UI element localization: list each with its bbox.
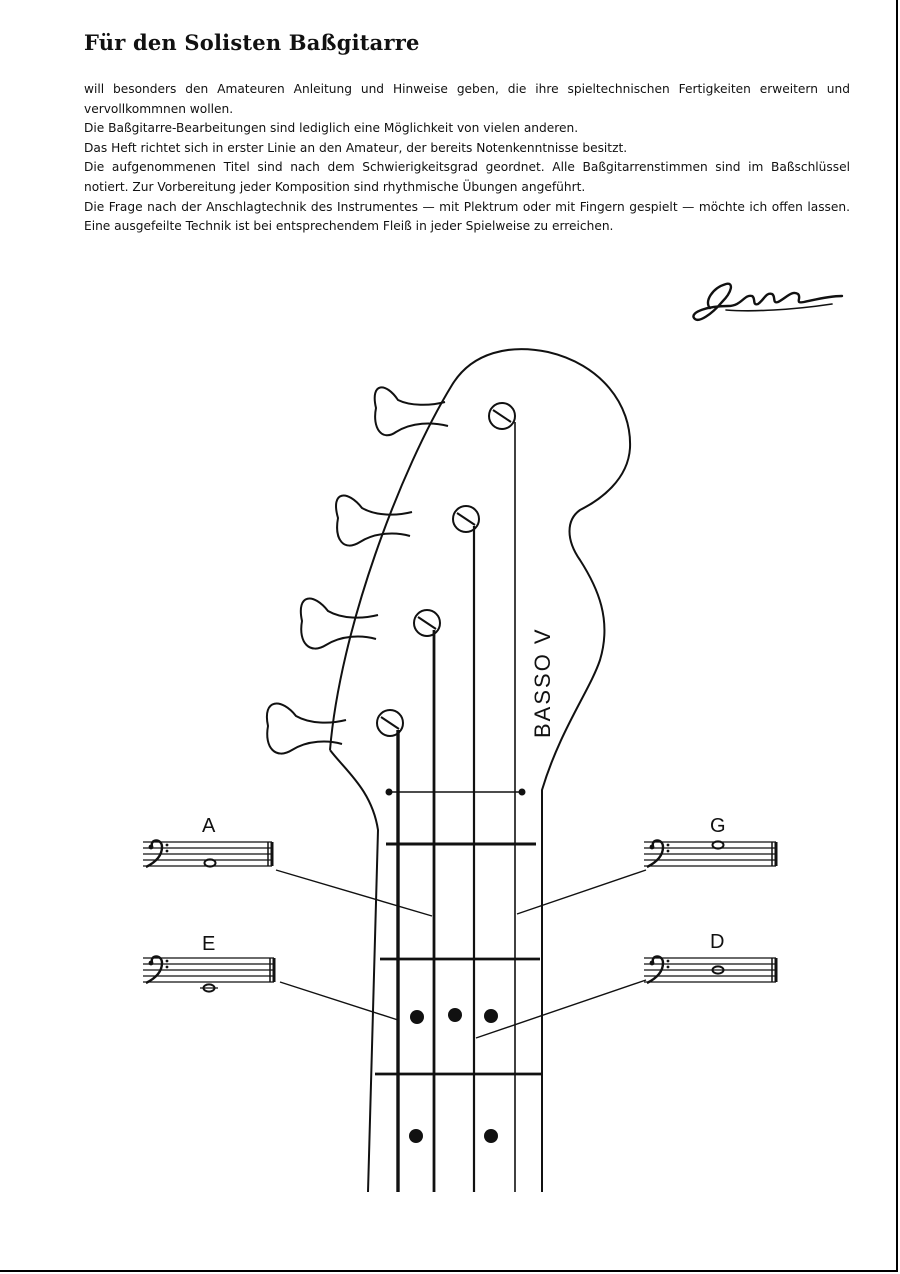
fret-marker xyxy=(484,1129,498,1143)
intro-paragraph: will besonders den Amateuren Anleitung und Hinweise geben, die ihre spieltechnischen Fertigkeiten erweitern und vervollkommnen wollen. xyxy=(84,82,850,116)
intro-paragraph: Das Heft richtet sich in erster Linie an den Amateur, der bereits Notenkenntnisse besitzt. xyxy=(84,140,628,155)
string-label-g: G xyxy=(710,815,726,837)
intro-paragraph: Die Frage nach der Anschlagtechnik des Instrumentes — mit Plektrum oder mit Fingern gespielt — möchte ich offen lassen. Eine ausgefeilte Technik ist bei entsprechendem Fleiß in jeder Spielweise zu erreichen. xyxy=(84,199,850,234)
pointer-line-e xyxy=(280,982,398,1020)
pointer-line-a xyxy=(276,870,432,916)
pointer-line-g xyxy=(517,870,646,914)
signature xyxy=(682,262,852,332)
string-label-e: E xyxy=(202,933,216,955)
fret-marker xyxy=(410,1010,424,1024)
bass-headstock-diagram xyxy=(0,330,900,1274)
string-label-a: A xyxy=(202,815,216,837)
staff-e xyxy=(143,957,274,992)
pointer-line-d xyxy=(476,980,646,1038)
string-label-d: D xyxy=(710,931,725,953)
staff-a xyxy=(143,841,272,868)
headstock-outline xyxy=(330,349,630,1192)
fret-marker xyxy=(484,1009,498,1023)
staff-d xyxy=(644,957,776,984)
intro-paragraph: Die aufgenommenen Titel sind nach dem Schwierigkeitsgrad geordnet. Alle Baßgitarrenstimmen sind im Baßschlüssel notiert. Zur Vorbereitung jeder Komposition sind rhythmische Übungen angeführt. xyxy=(84,160,850,194)
tuning-peg xyxy=(301,599,378,649)
intro-text xyxy=(84,80,850,237)
headstock-label: BASSO V xyxy=(530,627,555,738)
tuning-peg xyxy=(336,496,412,546)
page-title: Für den Solisten Baßgitarre xyxy=(84,30,420,55)
staff-g xyxy=(644,841,776,868)
fret-marker xyxy=(448,1008,462,1022)
intro-paragraph: Die Baßgitarre-Bearbeitungen sind lediglich eine Möglichkeit von vielen anderen. xyxy=(84,121,579,136)
fret-marker xyxy=(409,1129,423,1143)
